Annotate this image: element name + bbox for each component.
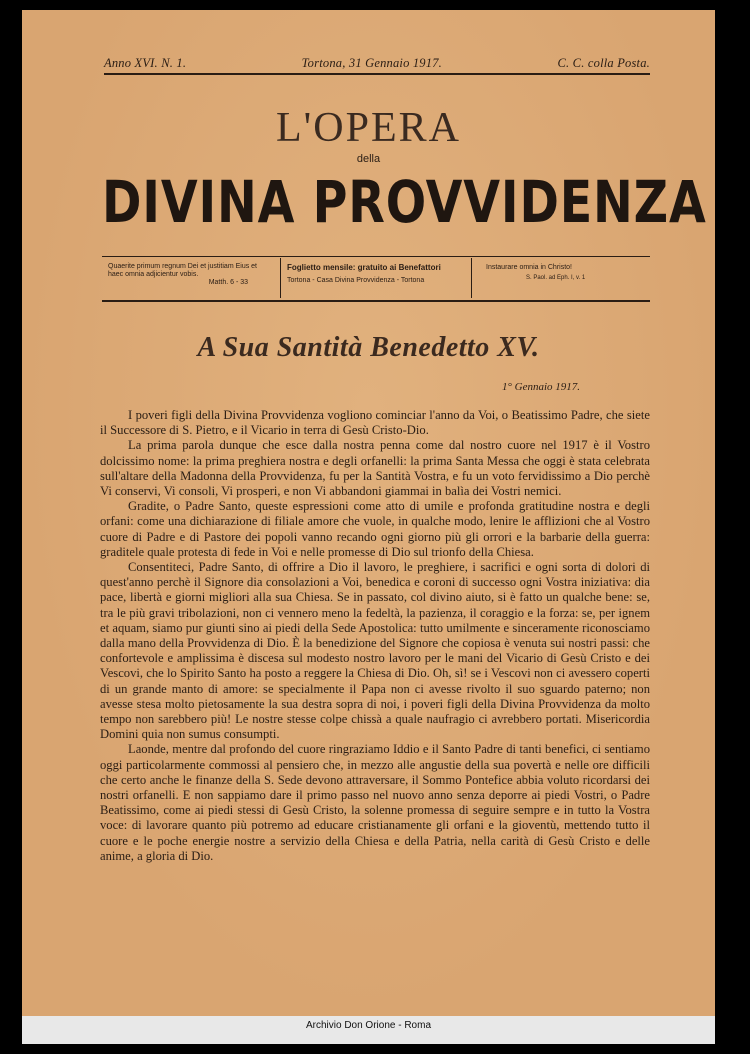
center-address: Tortona - Casa Divina Provvidenza - Tortona <box>287 277 425 284</box>
article-dedication: A Sua Santità Benedetto XV. <box>197 332 540 363</box>
masthead-rule-top <box>102 256 650 257</box>
masthead-della: della <box>356 153 381 165</box>
masthead-rule-bottom <box>102 300 650 302</box>
place-date: Tortona, 31 Gennaio 1917. <box>301 56 442 70</box>
article-paragraph: Laonde, mentre dal profondo del cuore ringraziamo Iddio e il Santo Padre di tanti benefici, ci sentiamo oggi particolarmente commossi al pensiero che, in mezzo alle angustie della sua povertà e nelle ore difficili che certo anche le finanze della S. Sede devono attraversare, il Sommo Pontefice abbia voluto ricordarsi dei nostri orfanelli. E non sappiamo dare il primo passo nel nuovo anno senza deporre ai piedi Vostri, o Padre Beatissimo, come ai piedi stessi di Gesù Cristo, la solenne promessa di seguire sempre e in tutto la Vostra voce: di lavorare quanto più potremo ad educare cristianamente gli orfani e la gioventù, mettendo tutto il cuore e le poche energie nostre a servizio della Chiesa e della Patria, nella carità di Gesù Cristo e delle anime, a gloria di Dio. <box>100 742 650 863</box>
article-body <box>100 408 650 864</box>
info-motto-right <box>472 258 650 298</box>
article-paragraph: Consentiteci, Padre Santo, di offrire a Dio il lavoro, le preghiere, i sacrifici e ogni sorta di dolori di quest'anno perchè il Signore dia consolazioni a Voi, benedica e coroni di successo ogni Vostra iniziativa: dia pace, libertà e giorni migliori alla sua Chiesa. Se in passato, col divino aiuto, si è fatto un qualche bene: se, tra le più gravi tribolazioni, non ci vennero meno la fedeltà, la pazienza, il coraggio e la forza: se, per ignem et aquam, siamo pur giunti sino ai piedi della Sede Apostolica: tutto umilmente e sinceramente riconosciamo dalla mano della Provvidenza di Dio. È la benedizione del Signore che copiosa è venuta sui nostri passi: che confortevole e amplissima è discesa sul modesto nostro lavoro per le mani del Vicario di Gesù Cristo e dei Vescovi, che lo Spirito Santo ha posto a reggere la Chiesa di Dio. Oh, sì! se i Vescovi non ci avessero coperti di un grande manto di amore: se specialmente il Papa non ci avesse rivolto il suo sguardo paterno; non avesse stesa molto pietosamente la sua destra sopra di noi, i poveri figli della Divina Provvidenza da molto tempo non sarebbero più! Le nostre stesse colpe chissà a quale naufragio ci avrebbero portati. Misericordia Domini quia non sumus consumpti. <box>100 560 650 742</box>
header-line <box>104 56 650 71</box>
info-center <box>280 258 472 298</box>
postal-note: C. C. colla Posta. <box>557 56 650 70</box>
info-box <box>102 258 650 298</box>
center-title: Foglietto mensile: gratuito ai Benefattori <box>287 263 441 272</box>
header-rule <box>104 73 650 75</box>
motto-right-ref: S. Paol. ad Eph. I, v. 1 <box>526 275 586 281</box>
masthead-opera: L'OPERA <box>276 105 461 151</box>
masthead-title: DIVINA PROVVIDENZA <box>102 168 707 236</box>
archive-credit: Archivio Don Orione - Roma <box>22 1016 715 1044</box>
motto-right-text: Instaurare omnia in Christo! <box>486 264 572 271</box>
motto-left-ref: Matth. 6 - 33 <box>208 279 248 286</box>
newspaper-page <box>22 10 715 1016</box>
info-motto-left <box>102 258 280 298</box>
motto-left-text: Quaerite primum regnum Dei et justitiam Eius et haec omnia adjicientur vobis. <box>108 263 257 278</box>
article-paragraph: La prima parola dunque che esce dalla nostra penna come dal nostro cuore nel 1917 è il Vostro dolcissimo nome: la prima preghiera nostra e degli orfanelli: la prima Santa Messa che oggi è stata celebrata sull'altare della Madonna della Provvidenza, fu per la Santità Vostra, e fu un voto fervidissimo a Dio perchè Vi conservi, Vi consoli, Vi prosperi, e non Vi abbandoni giammai in balìa dei Vostri nemici. <box>100 438 650 499</box>
article-date: 1° Gennaio 1917. <box>502 381 581 393</box>
article-paragraph: I poveri figli della Divina Provvidenza vogliono cominciar l'anno da Voi, o Beatissimo Padre, che siete il Successore di S. Pietro, e il Vicario in terra di Gesù Cristo-Dio. <box>100 408 650 438</box>
issue-number: Anno XVI. N. 1. <box>104 56 187 70</box>
article-paragraph: Gradite, o Padre Santo, queste espressioni come atto di umile e profonda gratitudine nostra e degli orfani: come una dichiarazione di filiale amore che vuole, in qualche modo, lenire le afflizioni che al Vostro cuore di Padre e di Pastore dei popoli vanno recando ogni giorno più gli orrori e la barbarie della guerra: graditele quale protesta di fede in Voi e nelle promesse di Dio sul trionfo della Chiesa. <box>100 499 650 559</box>
